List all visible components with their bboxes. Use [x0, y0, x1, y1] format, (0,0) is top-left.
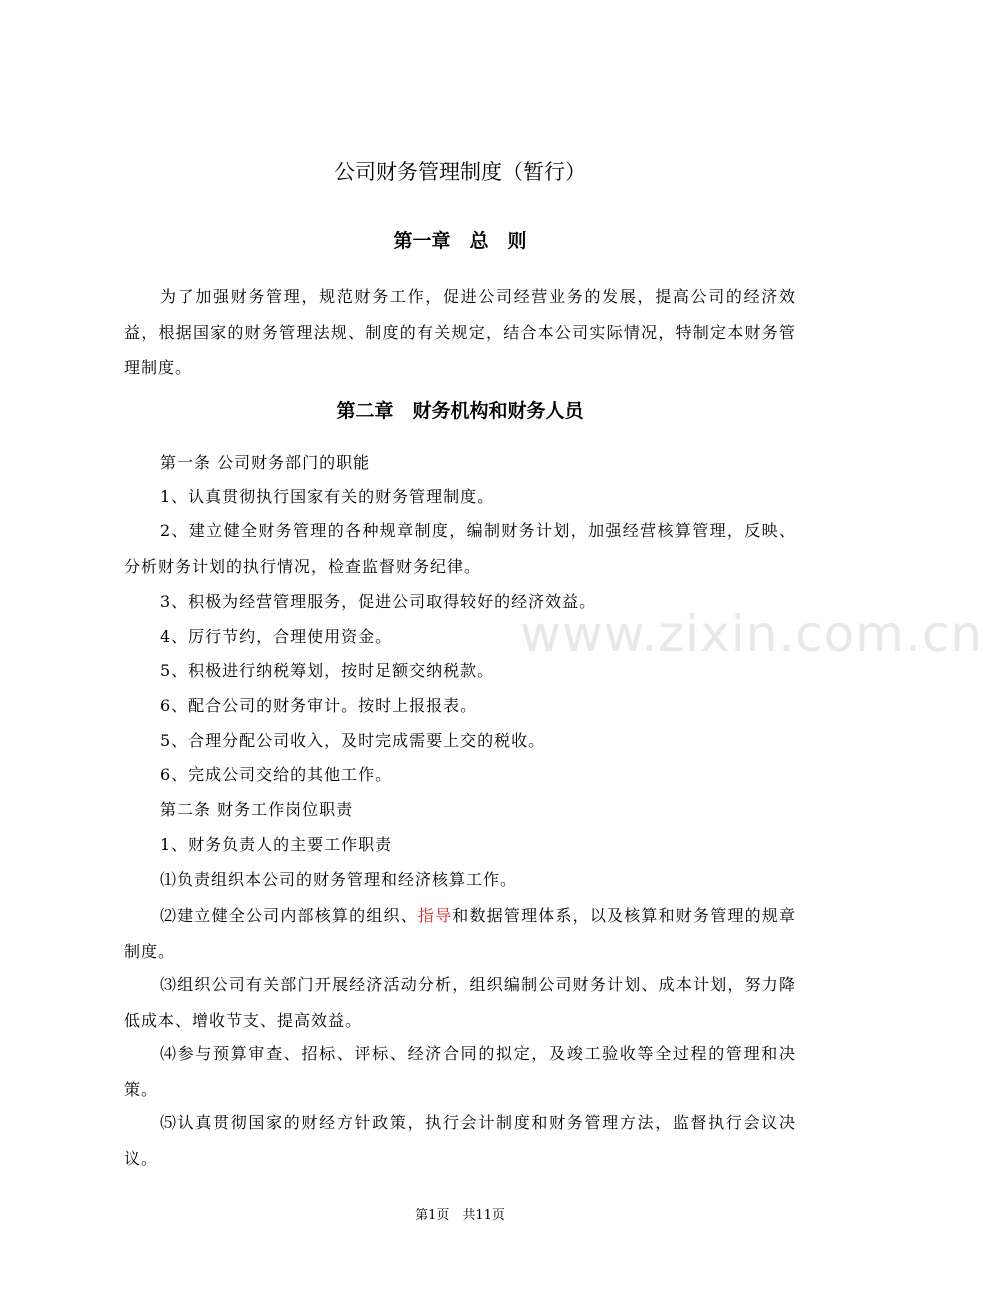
article-1-item: 4、厉行节约，合理使用资金。	[160, 627, 393, 646]
article-1-item: 6、配合公司的财务审计。按时上报报表。	[160, 696, 478, 715]
article-1-item: 6、完成公司交给的其他工作。	[160, 765, 393, 784]
article-1-heading: 第一条 公司财务部门的职能	[160, 453, 371, 472]
duty-item: ⑶组织公司有关部门开展经济活动分析，组织编制公司财务计划、成本计划，努力降低成本、增收节支、提高效益。	[124, 975, 796, 1030]
article-2-heading: 第二条 财务工作岗位职责	[160, 800, 354, 819]
document-title: 公司财务管理制度（暂行）	[334, 160, 586, 184]
article-1-item: 1、认真贯彻执行国家有关的财务管理制度。	[160, 487, 495, 506]
duty-item-text: ⑵建立健全公司内部核算的组织、	[160, 906, 418, 925]
article-1-item: 5、积极进行纳税筹划，按时足额交纳税款。	[160, 661, 495, 680]
page-footer: 第1页 共11页	[415, 1208, 505, 1223]
article-2-subheading: 1、财务负责人的主要工作职责	[160, 835, 393, 854]
duty-item: ⑸认真贯彻国家的财经方针政策，执行会计制度和财务管理方法，监督执行会议决议。	[124, 1113, 796, 1168]
chapter-2-heading: 第二章 财务机构和财务人员	[336, 400, 584, 422]
chapter-1-paragraph: 为了加强财务管理，规范财务工作，促进公司经营业务的发展，提高公司的经济效益，根据国家的财务管理法规、制度的有关规定，结合本公司实际情况，特制定本财务管理制度。	[124, 287, 796, 377]
article-1-item: 2、建立健全财务管理的各种规章制度，编制财务计划，加强经营核算管理，反映、分析财务计划的执行情况，检查监督财务纪律。	[124, 521, 796, 576]
watermark: www.zixin.com.cn	[520, 605, 983, 663]
duty-item-text: 和数据管理体系，以及核算和财务管理的规章制度。	[124, 906, 796, 961]
article-1-item: 5、合理分配公司收入，及时完成需要上交的税收。	[160, 731, 546, 750]
duty-item: ⑷参与预算审查、招标、评标、经济合同的拟定，及竣工验收等全过程的管理和决策。	[124, 1044, 796, 1099]
highlighted-word: 指导	[417, 906, 453, 925]
duty-item	[124, 898, 796, 969]
duty-item: ⑴负责组织本公司的财务管理和经济核算工作。	[160, 870, 518, 889]
chapter-1-heading: 第一章 总 则	[393, 230, 527, 252]
article-1-item: 3、积极为经营管理服务，促进公司取得较好的经济效益。	[160, 592, 597, 611]
